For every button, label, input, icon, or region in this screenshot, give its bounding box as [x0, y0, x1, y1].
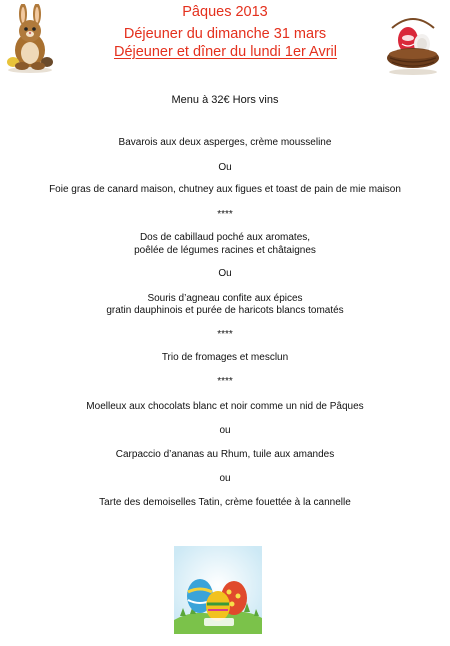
menu-item: Tarte des demoiselles Tatin, crème fouettée à la cannelle [99, 497, 351, 508]
menu-separator: ou [219, 425, 231, 436]
menu-price: Menu à 32€ Hors vins [171, 94, 279, 106]
menu-separator: Ou [218, 268, 232, 279]
menu-separator: **** [217, 376, 233, 387]
easter-eggs-icon [174, 546, 262, 634]
menu-item: Moelleux aux chocolats blanc et noir comme un nid de Pâques [86, 401, 364, 412]
menu-item: gratin dauphinois et purée de haricots blancs tomatés [106, 305, 344, 316]
menu-item: Foie gras de canard maison, chutney aux figues et toast de pain de mie maison [49, 184, 401, 195]
menu-separator: Ou [218, 162, 232, 173]
menu-item: Trio de fromages et mesclun [161, 352, 289, 363]
menu-item: Bavarois aux deux asperges, crème mousseline [118, 137, 332, 148]
menu-title-year: Pâques 2013 [182, 4, 268, 20]
menu-title-sunday: Déjeuner du dimanche 31 mars [123, 26, 327, 42]
menu-item: Dos de cabillaud poché aux aromates, [139, 232, 311, 243]
menu-item: Souris d’agneau confite aux épices [147, 293, 303, 304]
menu-item: Carpaccio d’ananas au Rhum, tuile aux amandes [115, 449, 335, 460]
menu-separator: ou [219, 473, 231, 484]
menu-separator: **** [217, 329, 233, 340]
menu-separator: **** [217, 209, 233, 220]
menu-title-monday: Déjeuner et dîner du lundi 1er Avril [113, 44, 337, 60]
menu-item: poêlée de légumes racines et châtaignes [134, 245, 316, 256]
